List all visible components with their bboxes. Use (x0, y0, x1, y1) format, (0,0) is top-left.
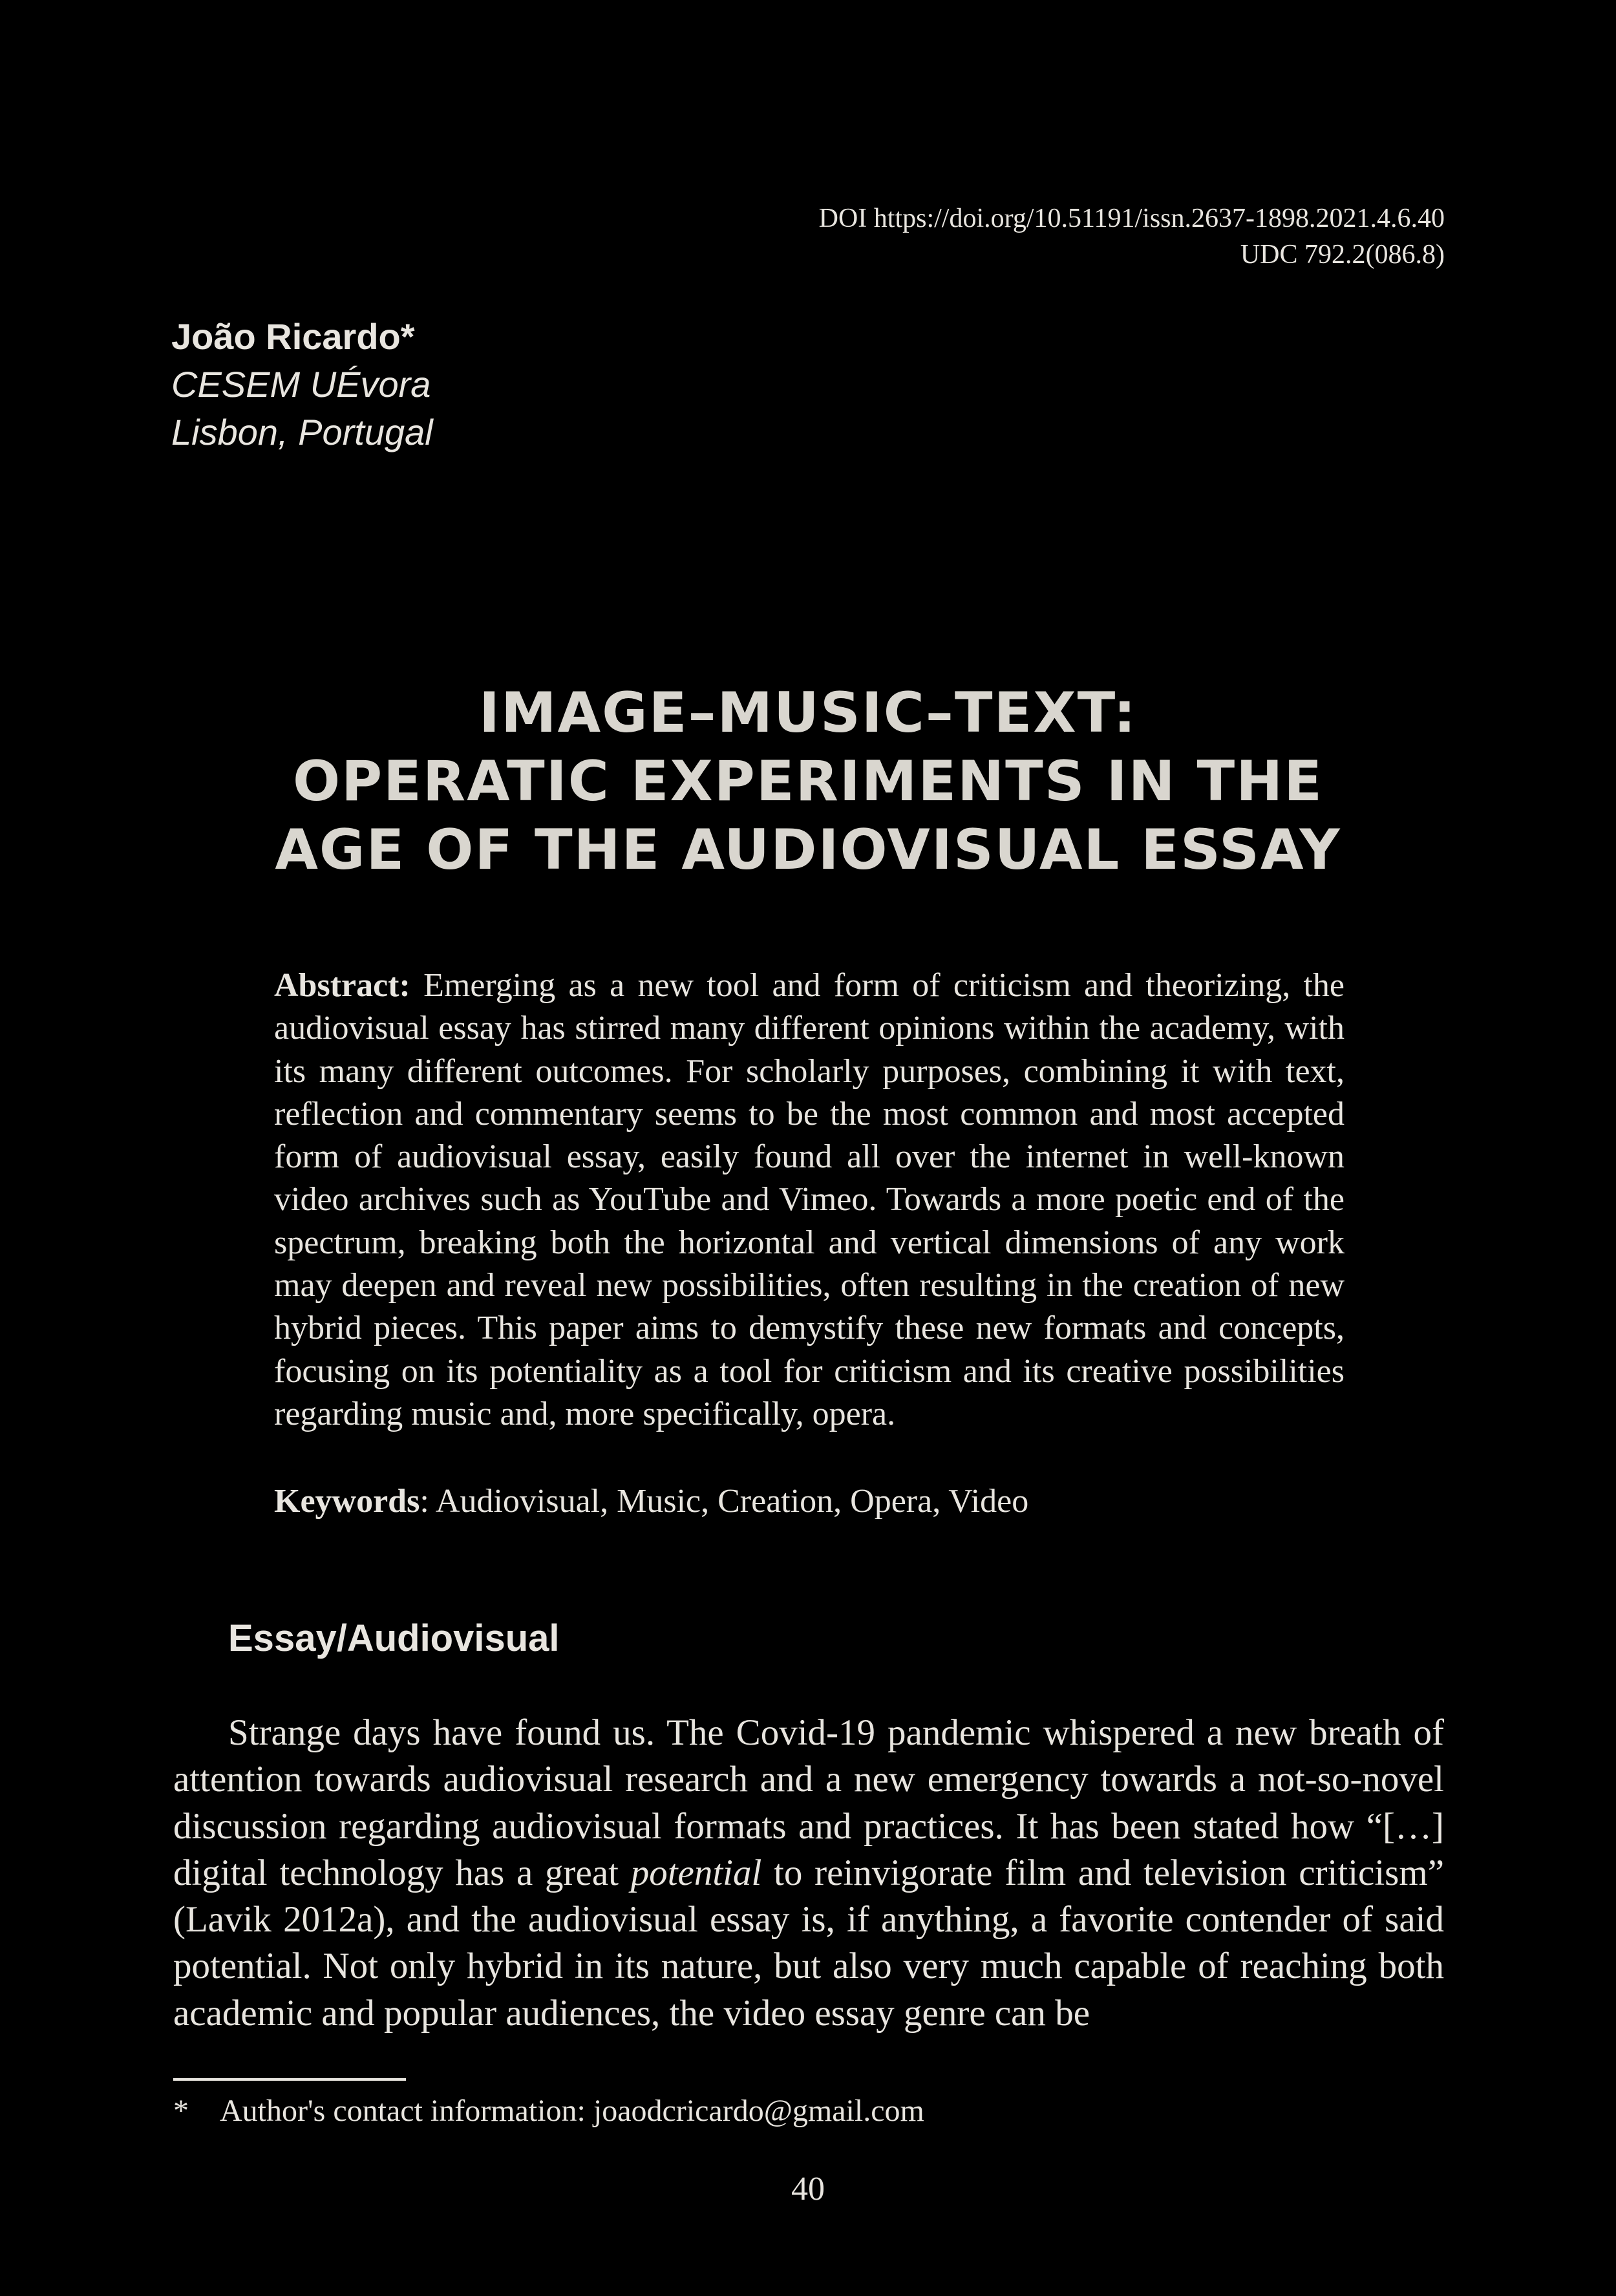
body-text-part-1: Strange days have found us. The Covid-19 pandemic whispered a new breath of attention towards audiovisual research and a new emergency towards a not-so-novel discussion regarding audiovisual formats and practices. It has been stated how “[…] digital technology has a great (173, 1712, 1444, 1893)
paper-title (0, 679, 1616, 884)
author-name: João Ricardo* (171, 316, 415, 357)
title-line-1: IMAGE–MUSIC–TEXT: (478, 681, 1137, 745)
body-paragraph (173, 1710, 1444, 2037)
udc-line: UDC 792.2(086.8) (1240, 240, 1445, 270)
keywords (274, 1480, 1028, 1523)
author-location: Lisbon, Portugal (171, 412, 433, 452)
abstract-text: Emerging as a new tool and form of criticism and theorizing, the audiovisual essay has stirred many different opinions within the academy, with its many different outcomes. For scholarly purposes, combining it with text, reflection and commentary seems to be the most common and most accepted form of audiovisual essay, easily found all over the internet in well-known video archives such as YouTube and Vimeo. Towards a more poetic end of the spectrum, breaking both the horizontal and vertical dimensions of any work may deepen and reveal new possibilities, often resulting in the creation of new hybrid pieces. This paper aims to demystify these new formats and concepts, focusing on its potentiality as a tool for criticism and its creative possibilities regarding music and, more specifically, opera. (274, 967, 1345, 1432)
doi-line: DOI https://doi.org/10.51191/issn.2637-1898.2021.4.6.40 (818, 204, 1445, 233)
abstract-label: Abstract: (274, 967, 410, 1004)
abstract (274, 964, 1345, 1436)
footnote-text: Author's contact information: joaodcricardo@gmail.com (220, 2094, 924, 2128)
keywords-text: : Audiovisual, Music, Creation, Opera, Video (420, 1483, 1029, 1520)
title-line-2: OPERATIC EXPERIMENTS IN THE (293, 749, 1323, 814)
author-institution: CESEM UÉvora (171, 364, 431, 405)
footnote (173, 2092, 924, 2131)
section-heading: Essay/Audiovisual (228, 1617, 560, 1659)
keywords-label: Keywords (274, 1483, 420, 1520)
body-text-part-2: to reinvigorate film and television criticism” (Lavik 2012a), and the audiovisual essay is, if anything, a favorite contender of said potential. Not only hybrid in its nature, but also very much capable of reaching both academic and popular audiences, the video essay genre can be (173, 1852, 1444, 2034)
body-text-emphasis: potential (630, 1852, 762, 1893)
footnote-marker: * (173, 2094, 189, 2128)
title-line-3: AGE OF THE AUDIOVISUAL ESSAY (275, 818, 1341, 882)
author-block (171, 313, 433, 456)
footnote-divider (173, 2078, 406, 2081)
doi-block (540, 200, 1445, 273)
page-number: 40 (791, 2171, 825, 2207)
